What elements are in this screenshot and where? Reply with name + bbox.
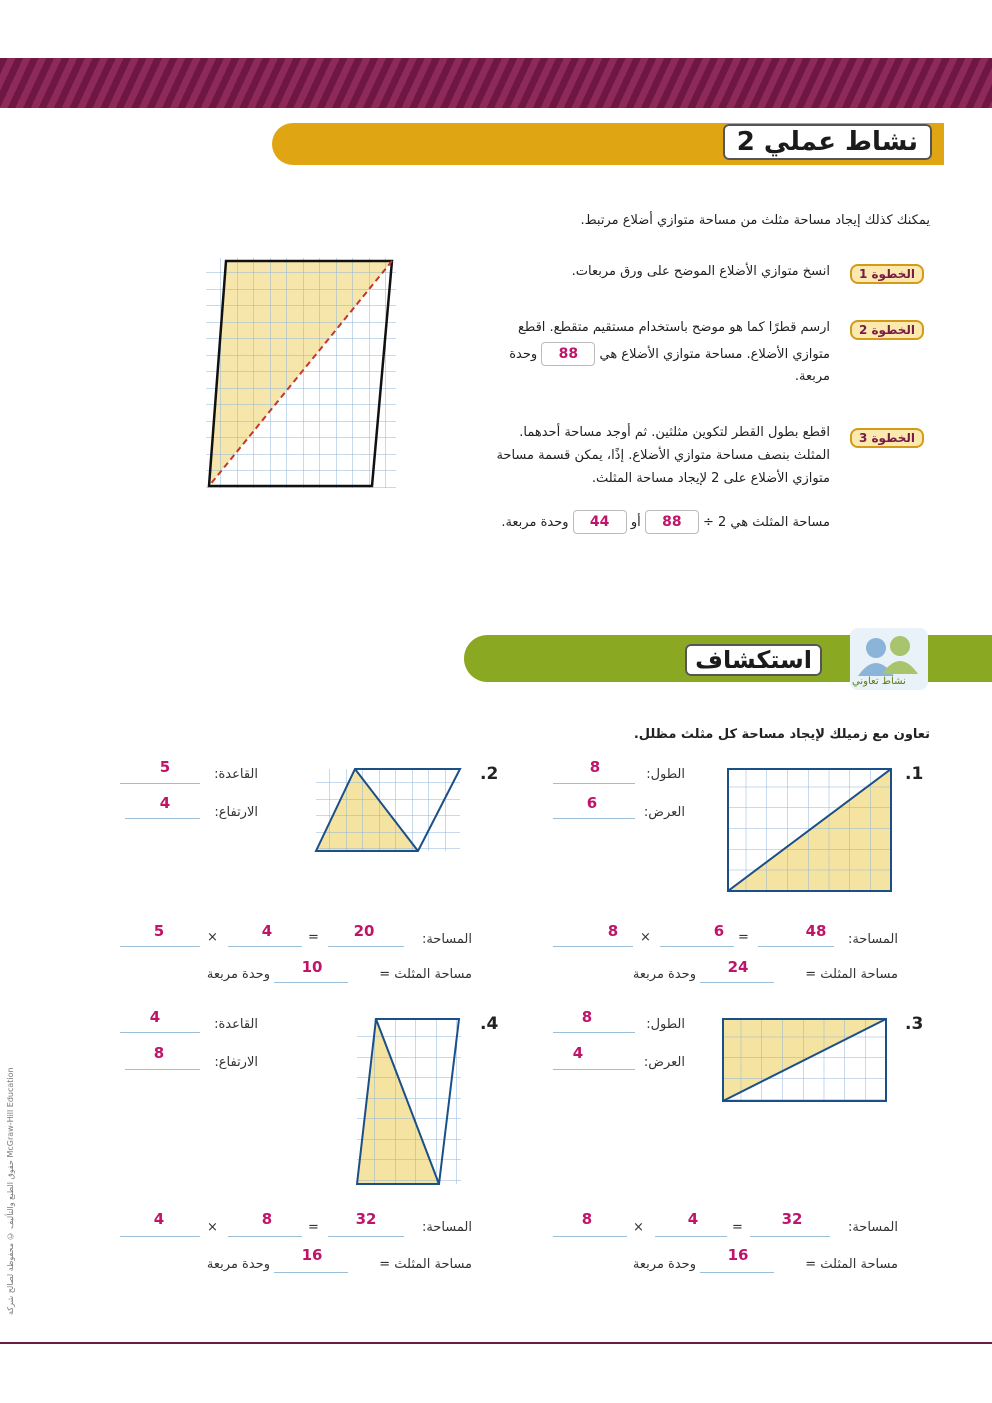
problem-4-number: .4 [480,1014,499,1034]
problem-3-figure [720,1016,890,1104]
p2-height-line [125,818,200,819]
page-bottom-rule [0,1342,992,1344]
p4-tri-area-value[interactable]: 16 [301,1246,323,1264]
p2-base-line [120,783,200,784]
p1-equals: = [738,930,749,945]
p4-tri-area-line [274,1272,348,1273]
p3-area-value[interactable]: 32 [781,1210,803,1228]
p4-unit-label: وحدة مربعة [206,1257,270,1272]
step-3-line-3: متوازي الأضلاع على 2 لإيجاد مساحة المثلث. [591,471,830,486]
step-3-line-2: المثلث بنصف مساحة متوازي الأضلاع. إذًا، يمكن قسمة مساحة [496,448,830,463]
p1-area-value[interactable]: 48 [805,922,827,940]
step-3-badge: الخطوة 3 [850,428,924,448]
p4-times: × [207,1220,218,1235]
p4-equals: = [308,1220,319,1235]
parallelogram-figure [204,256,400,492]
p4-base-line [120,1032,200,1033]
p3-factor-1-line [553,1236,627,1237]
p3-unit-label: وحدة مربعة [632,1257,696,1272]
top-decorative-band [0,58,992,108]
p2-base-label: القاعدة: [214,767,258,782]
p2-factor-1[interactable]: 5 [153,922,165,940]
p1-length-value[interactable]: 8 [589,758,601,776]
activity-intro: يمكنك كذلك إيجاد مساحة مثلث من مساحة متوازي أضلاع مرتبط. [580,213,930,228]
p1-area-line [758,946,834,947]
p4-factor-1-line [120,1236,200,1237]
p3-length-value[interactable]: 8 [581,1008,593,1026]
cooperative-label: نشاط تعاوني [852,676,906,687]
problem-3-number: .3 [905,1014,924,1034]
p4-factor-1[interactable]: 4 [153,1210,165,1228]
p3-length-line [553,1032,635,1033]
step-2-badge: الخطوة 2 [850,320,924,340]
p4-base-label: القاعدة: [214,1017,258,1032]
step-2-line-2 [430,342,830,366]
p1-factor-1-line [553,946,633,947]
result-line [410,510,830,534]
p1-length-label: الطول: [646,767,685,782]
p3-tri-area-label: مساحة المثلث = [805,1257,898,1272]
result-box-a[interactable]: 88 [645,510,699,534]
explore-title: استكشاف [685,644,822,676]
p2-area-line [328,946,404,947]
p2-factor-2-line [228,946,302,947]
p3-area-label: المساحة: [847,1220,898,1235]
p4-tri-area-label: مساحة المثلث = [379,1257,472,1272]
p3-tri-area-value[interactable]: 16 [727,1246,749,1264]
p1-factor-2[interactable]: 6 [713,922,725,940]
problem-1-figure [725,766,895,894]
p4-area-line [328,1236,404,1237]
result-prefix: مساحة المثلث هي 2 ÷ [702,515,830,530]
p2-base-value[interactable]: 5 [159,758,171,776]
step-2-line-3: مربعة. [794,369,830,384]
p3-factor-1[interactable]: 8 [581,1210,593,1228]
p2-equals: = [308,930,319,945]
p2-tri-area-value[interactable]: 10 [301,958,323,976]
p1-width-value[interactable]: 6 [586,794,598,812]
p1-factor-2-line [660,946,734,947]
result-or: أو [630,515,641,530]
p1-width-label: العرض: [643,805,685,820]
step-2-answer-box[interactable]: 88 [541,342,595,366]
p3-length-label: الطول: [646,1017,685,1032]
p3-width-label: العرض: [643,1055,685,1070]
p1-times: × [640,930,651,945]
p1-length-line [553,783,635,784]
p2-unit-label: وحدة مربعة [206,967,270,982]
p4-height-label: الارتفاع: [214,1055,258,1070]
problem-2-number: .2 [480,764,499,784]
p4-area-value[interactable]: 32 [355,1210,377,1228]
p2-factor-1-line [120,946,200,947]
step-2-text-b: متوازي الأضلاع. مساحة متوازي الأضلاع هي [599,347,830,362]
p2-height-label: الارتفاع: [214,805,258,820]
explore-instruction: تعاون مع زميلك لإيجاد مساحة كل مثلث مظلل. [633,727,930,742]
problem-2-figure [313,766,463,854]
p4-base-value[interactable]: 4 [149,1008,161,1026]
p4-factor-2[interactable]: 8 [261,1210,273,1228]
result-suffix: وحدة مربعة. [501,515,569,530]
p1-width-line [553,818,635,819]
p2-times: × [207,930,218,945]
p2-factor-2[interactable]: 4 [261,922,273,940]
result-box-b[interactable]: 44 [573,510,627,534]
step-3-line-1: اقطع بطول القطر لتكوين مثلثين. ثم أوجد مساحة أحدهما. [519,425,830,440]
p1-area-label: المساحة: [847,932,898,947]
step-2-line-1: ارسم قطرًا كما هو موضح باستخدام مستقيم متقطع. اقطع [518,320,830,335]
p1-tri-area-label: مساحة المثلث = [805,967,898,982]
p4-area-label: المساحة: [421,1220,472,1235]
step-1-badge: الخطوة 1 [850,264,924,284]
p3-times: × [633,1220,644,1235]
p1-factor-1[interactable]: 8 [607,922,619,940]
p4-height-value[interactable]: 8 [153,1044,165,1062]
p3-tri-area-line [700,1272,774,1273]
copyright-side-note: حقوق الطبع والتأليف © محفوظة لصالح شركة McGraw-Hill Education [6,1067,15,1315]
p2-area-value[interactable]: 20 [353,922,375,940]
p3-width-line [553,1069,635,1070]
activity-title: نشاط عملي 2 [723,124,932,160]
p1-tri-area-value[interactable]: 24 [727,958,749,976]
p3-width-value[interactable]: 4 [572,1044,584,1062]
p4-factor-2-line [228,1236,302,1237]
p3-factor-2-line [655,1236,727,1237]
p1-tri-area-line [700,982,774,983]
p2-tri-area-label: مساحة المثلث = [379,967,472,982]
p3-equals: = [732,1220,743,1235]
p2-height-value[interactable]: 4 [159,794,171,812]
p3-area-line [750,1236,830,1237]
step-2-text-c: وحدة [509,347,538,362]
p2-tri-area-line [274,982,348,983]
p4-height-line [125,1069,200,1070]
problem-1-number: .1 [905,764,924,784]
p2-area-label: المساحة: [421,932,472,947]
problem-4-figure [354,1016,464,1188]
p3-factor-2[interactable]: 4 [687,1210,699,1228]
step-1-text: انسخ متوازي الأضلاع الموضح على ورق مربعات. [571,264,830,279]
p1-unit-label: وحدة مربعة [632,967,696,982]
